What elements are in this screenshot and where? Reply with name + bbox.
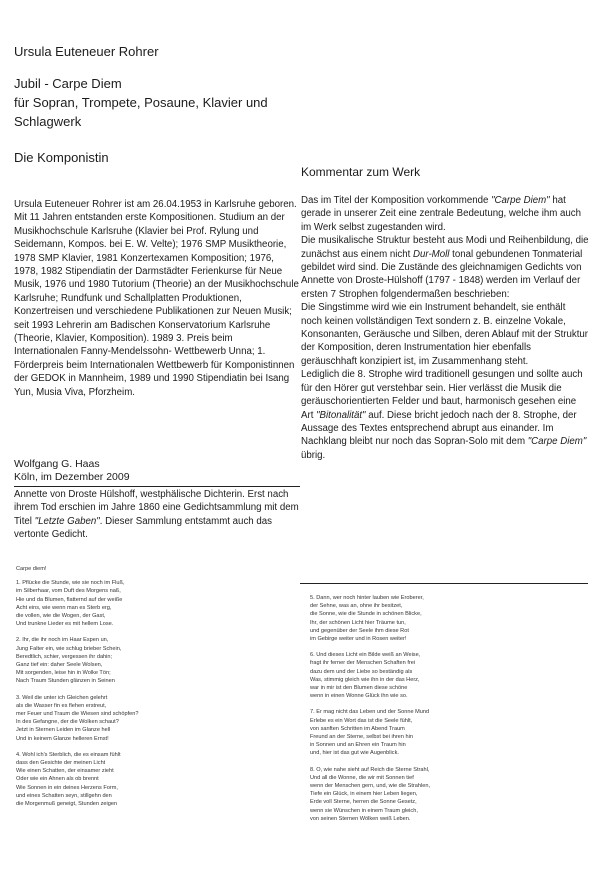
commentary-heading: Kommentar zum Werk — [301, 165, 421, 179]
commentary-text-run: tonal gebundenen Tonmaterial gebildet wird sind. Die Zustände des gleichnamigen Gedichts von Annette von Droste-Hülshoff (1797 - 1848) werden im Verlauf der ersten 7 Strophen folgendermaßen beschrieben: — [301, 248, 583, 300]
poem-line: Wie einen Schatten, der einsamer zieht — [16, 768, 114, 775]
poem-heading: Carpe diem! — [16, 566, 47, 572]
poem-stanza — [16, 636, 156, 685]
commentary-paragraph — [301, 234, 589, 301]
poet-note-text: . Dieser Sammlung entstammt auch das vertonte Gedicht. — [14, 515, 272, 541]
poem-line: mer Feuer und Traum die Wiesen sind schöpfen? — [16, 711, 139, 718]
poem-line: Was, stimmig gleich wie ihn in der das Herz, — [310, 676, 420, 683]
poet-note-text: Annette von Droste Hülshoff, westphälische Dichterin. Erst nach ihrem Tod erschien im Jahre 1860 eine Gedichtsammlung mit dem Titel — [14, 489, 299, 527]
poem-line: In des Gefangne, der die Wolken schaut? — [16, 719, 119, 726]
poem-excerpt-right — [310, 594, 460, 831]
commentary-text-run: hat gerade in unserer Zeit eine zentrale Bedeutung, welche ihm auch im Werk selbst zugestanden wird. — [301, 195, 582, 233]
commentary-text-run: Lediglich die 8. Strophe wird traditionell gesungen und sollte auch für den Hörer gut verstehbar sein. Hier verlässt die Musik die geräuschorientierten Felder und baut, harmonisch gesehen eine Art — [301, 369, 583, 421]
poem-line: Hie und da Blumen, flatternd auf der weiße — [16, 596, 123, 603]
poem-line: Erde voll Sterne, herren die Sonne Gesetz, — [310, 799, 417, 806]
poem-line: und, hier ist das gut wie Augenblick. — [310, 750, 399, 757]
signature-block — [14, 458, 130, 484]
poem-line: Beredtlich, schier, vergessen ihr dahin; — [16, 653, 113, 660]
commentary-paragraph — [301, 368, 589, 462]
commentary-text-run: übrig. — [301, 449, 326, 461]
poem-line: Acht eins, wie wenn man es Sterb erg, — [16, 604, 112, 611]
commentary-paragraph — [301, 194, 589, 234]
poem-line: 4. Wohl ich's Sterblich, die es einsam fühlt — [16, 751, 121, 758]
poem-line: wenn in einen Wonne Glück ihn wie so. — [310, 693, 408, 700]
poem-line: wenn sie Wünschen in einem Traum gleich, — [310, 807, 418, 814]
poem-line: Jung Falter ein, wie schlug brieber Schein, — [16, 645, 122, 652]
work-title-line: Jubil - Carpe Diem — [14, 76, 122, 91]
work-title-line: für Sopran, Trompete, Posaune, Klavier und — [14, 95, 268, 110]
commentary-text — [301, 194, 589, 462]
poem-line: Ihr, der schönen Licht hier Träume tun, — [310, 619, 406, 626]
work-title — [14, 74, 314, 131]
commentary-text-run: Die musikalische Struktur besteht aus Modi und Reihenbildung, die zunächst aus einem nicht — [301, 235, 589, 260]
poem-line: Und trunkne Lieder es mit hellem Lose. — [16, 621, 114, 628]
composer-name: Ursula Euteneuer Rohrer — [14, 44, 159, 59]
poem-line: 2. Ihr, die ihr noch im Haar Espen un, — [16, 637, 109, 644]
composer-heading: Die Komponistin — [14, 150, 109, 165]
poem-line: Oder wie ein Ahnen als ob brennt — [16, 776, 99, 783]
poem-line: fragt ihr ferner der Menschen Schaften frei — [310, 660, 416, 667]
poem-stanza — [310, 594, 460, 643]
poem-line: Mit sorgenden, leise hin in Wolke Tön; — [16, 670, 111, 677]
poem-line: 5. Dann, wer noch hinter lauben wie Eroberer, — [310, 595, 424, 601]
poem-line: wenn der Menschen gern, und, wie die Strahlen, — [310, 783, 431, 790]
poet-note — [14, 488, 301, 542]
poem-line: der Sehne, was an, ohne ihr besitzet, — [310, 603, 403, 610]
commentary-text-run: Das im Titel der Komposition vorkommende — [301, 195, 492, 206]
work-title-line: Schlagwerk — [14, 114, 82, 129]
composer-biography: Ursula Euteneuer Rohrer ist am 26.04.1953 in Karlsruhe geboren. Mit 11 Jahren entstanden erste Kompositionen. Studium an der Musikhochschule Karlsruhe (Klavier bei Prof. Rylung und Seidemann, Kompos. bei E. W. Velte); 1976 SMP Musiktheorie, 1978 SMP Klavier, 1981 Konzertexamen Komposition; 1976, 1978, 1982 Stipendiatin der Darmstädter Ferienkurse für Neue Musik, 1976 und 1980 Tutorium (Theorie) an der Musikhochschule Karlsruhe; Rundfunk und Schallplatten Produktionen, Konzertreisen und verschiedene Publikationen zur Neuen Musik; seit 1993 Lehrerin am Badischen Konservatorium Karlsruhe (Theorie, Klavier, Komposition). 1989 3. Preis beim Internationalen Fanny-Mendelssohn- Wettbewerb Unna; 1. Förderpreis beim Internationalen Wettbewerb für Komponistinnen der GEDOK in Mannheim, 1989 und 1990 Stipendiatin bei Isang Yun, Musia Viva, Pforzheim. — [14, 199, 299, 398]
poem-stanza — [16, 579, 156, 628]
poem-line: die Sonne, wie die Stunde in schönen Blicke, — [310, 611, 422, 618]
poem-line: Wie Sonnen in ein deines Herzens Form, — [16, 784, 118, 791]
poem-line: Ganz tief ein: daher Seele Wolsen, — [16, 662, 103, 669]
poem-line: Und all die Wonne, die wir mit Sonnen tief — [310, 774, 414, 781]
poem-line: und eines Schatten seyn, stillgehn den — [16, 792, 112, 799]
poem-line: im Gebirge weiter und in Rosen weiter! — [310, 636, 407, 643]
poem-stanza — [310, 651, 460, 700]
signer-place-date: Köln, im Dezember 2009 — [14, 471, 130, 483]
poem-line: 3. Weil die unter ich Gleichen gelehrt — [16, 694, 108, 701]
divider-line — [14, 486, 300, 487]
poem-line: und gegenüber der Seele ihm diese Rot — [310, 627, 409, 634]
commentary-italic: "Carpe Diem" — [527, 436, 587, 448]
commentary-italic: Dur-Moll — [413, 248, 450, 260]
poem-line: im Silberhaar, vom Duft des Morgens naß, — [16, 588, 121, 595]
poem-line: 1. Pflücke die Stunde, wie sie noch im Fluß, — [16, 580, 125, 587]
poem-stanza — [16, 694, 156, 743]
poem-line: Freund an der Sterne, selbst bei ihren hin — [310, 734, 413, 741]
poem-stanza — [16, 751, 156, 808]
poem-line: die Morgenmuß geneigt, Stunden zeigen — [16, 801, 118, 808]
poem-stanza — [310, 766, 460, 823]
poem-line: die vollen, wie die Wogen, der Gast, — [16, 613, 106, 620]
poem-line: Und in keinem Glanze helleren Ernst! — [16, 735, 109, 742]
poem-line: dazu dem und der Liebe so beständig als — [310, 668, 413, 675]
poem-line: Jetzt in Sternen Leiden im Glanze hell — [16, 727, 111, 734]
poem-line: Erlebe es ein Wort das ist die Seele fühlt, — [310, 717, 413, 724]
commentary-paragraph: Die Singstimme wird wie ein Instrument behandelt, sie enthält noch keinen vollständigen Text sondern z. B. einzelne Vokale, Konsonanten, Geräusche und Silben, deren Ablauf mit der Struktur der Komposition, deren Instrumentation hier ebenfalls geräuschhaft konzipiert ist, im Zusammenhang steht. — [301, 302, 589, 367]
poem-line: 6. Und dieses Licht ein Bilde weiß an Weise, — [310, 652, 421, 659]
poem-line: dass den Gesichte der meinen Licht — [16, 760, 106, 767]
poem-line: 7. Er mag nicht das Leben und der Sonne Mund — [310, 709, 430, 716]
commentary-text-run: auf. Diese bricht jedoch nach der 8. Strophe, der Aussage des Textes entsprechend abrupt aus einander. Im Nachklang bleibt nur noch das Sopran-Solo mit dem — [301, 409, 577, 448]
poem-line: 8. O, wie nahe sieht auf Reich die Sterne Strahl, — [310, 766, 430, 773]
poem-line: Tiefe ein Glück, in einem hier Leben liegen, — [310, 791, 418, 798]
poem-line: war in mir ist den Blumen diese schöne — [310, 685, 408, 692]
commentary-italic: "Bitonalität" — [316, 409, 366, 421]
poet-note-book-title: "Letzte Gaben" — [34, 515, 100, 527]
poem-stanza — [310, 708, 460, 757]
poem-line: als die Wasser fin es flehen erstreut, — [16, 702, 107, 709]
signer-name: Wolfgang G. Haas — [14, 458, 100, 470]
commentary-italic: "Carpe Diem" — [491, 195, 550, 206]
poem-line: von seinen Sternen Wölken weiß Leben. — [310, 815, 411, 822]
poem-line: von sanften Schritten im Abend Traum — [310, 725, 405, 732]
divider-line — [300, 583, 588, 584]
poem-excerpt-left — [16, 565, 156, 816]
poem-line: Nach Traum Stunden glänzen in Seinen — [16, 678, 115, 685]
poem-line: in Sonnen und an Ehren ein Traum hin — [310, 742, 406, 749]
